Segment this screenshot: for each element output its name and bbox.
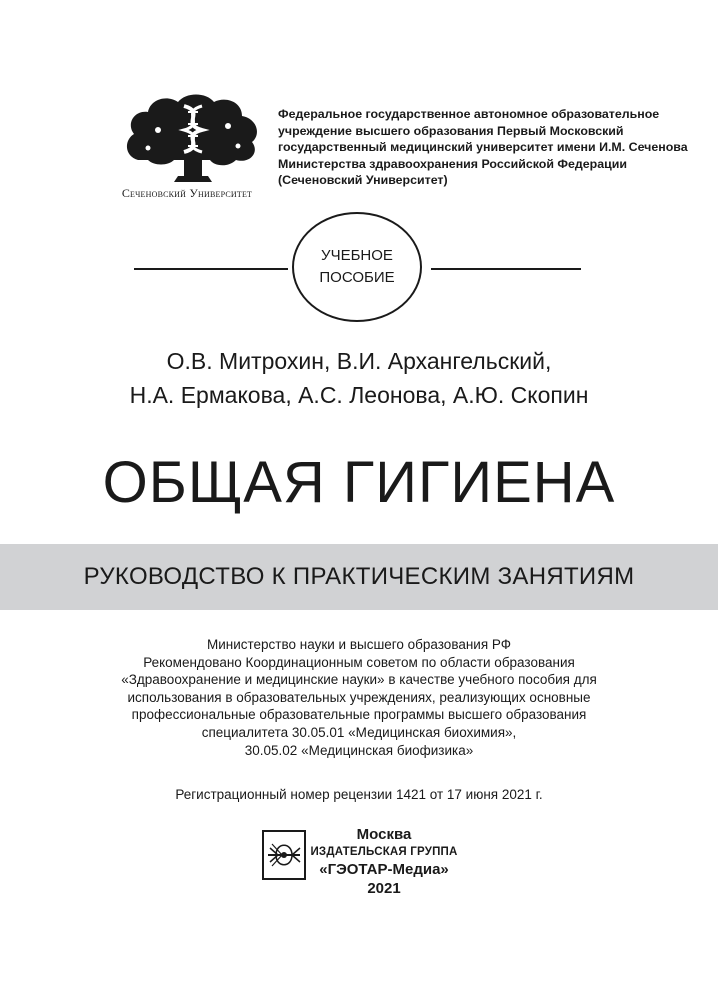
recommendation-line: 30.05.02 «Медицинская биофизика» bbox=[244, 742, 474, 758]
subtitle-band bbox=[0, 544, 718, 610]
badge-line: ПОСОБИЕ bbox=[319, 269, 395, 286]
authors bbox=[0, 344, 718, 412]
institution-line: государственный медицинский университет имени И.М. Сеченова bbox=[278, 140, 688, 154]
recommendation-line: «Здравоохранение и медицинские науки» в качестве учебного пособия для bbox=[121, 672, 597, 688]
publisher-city: Москва bbox=[356, 826, 412, 843]
authors-line: Н.А. Ермакова, А.С. Леонова, А.Ю. Скопин bbox=[129, 382, 589, 408]
divider-line-left bbox=[134, 268, 288, 270]
publisher-emblem-icon bbox=[262, 830, 306, 880]
registration-number: Регистрационный номер рецензии 1421 от 17 июня 2021 г. bbox=[175, 787, 543, 802]
book-subtitle: РУКОВОДСТВО К ПРАКТИЧЕСКИМ ЗАНЯТИЯМ bbox=[83, 563, 635, 590]
authors-line: О.В. Митрохин, В.И. Архангельский, bbox=[166, 348, 552, 374]
institution-line: (Сеченовский Университет) bbox=[278, 173, 448, 187]
publication-year: 2021 bbox=[367, 880, 401, 897]
badge-line: УЧЕБНОЕ bbox=[321, 247, 393, 264]
publisher-name: «ГЭОТАР-Медиа» bbox=[319, 861, 449, 878]
book-title: ОБЩАЯ ГИГИЕНА bbox=[102, 450, 616, 515]
recommendation-line: специалитета 30.05.01 «Медицинская биохимия», bbox=[201, 724, 517, 740]
recommendation-line: профессиональные образовательные программы высшего образования bbox=[131, 707, 587, 723]
publisher-block bbox=[304, 826, 464, 898]
institution-line: Министерства здравоохранения Российской Федерации bbox=[278, 156, 627, 171]
recommendation-block bbox=[0, 636, 718, 759]
institution-block bbox=[278, 106, 688, 189]
recommendation-line: Рекомендовано Координационным советом по области образования bbox=[143, 654, 575, 670]
tree-dna-icon bbox=[118, 90, 268, 185]
geotar-media-logo bbox=[262, 830, 306, 880]
divider-line-right bbox=[431, 268, 581, 270]
recommendation-line: Министерство науки и высшего образования РФ bbox=[206, 637, 512, 652]
institution-line: учреждение высшего образования Первый Московский bbox=[278, 123, 624, 138]
institution-line: Федеральное государственное автономное образовательное bbox=[278, 107, 660, 121]
textbook-badge bbox=[292, 212, 422, 322]
publisher-group-label: ИЗДАТЕЛЬСКАЯ ГРУППА bbox=[310, 846, 458, 858]
recommendation-line: использования в образовательных учреждениях, реализующих основные bbox=[127, 689, 591, 705]
university-short-name: Сеченовский Университет bbox=[121, 186, 253, 200]
